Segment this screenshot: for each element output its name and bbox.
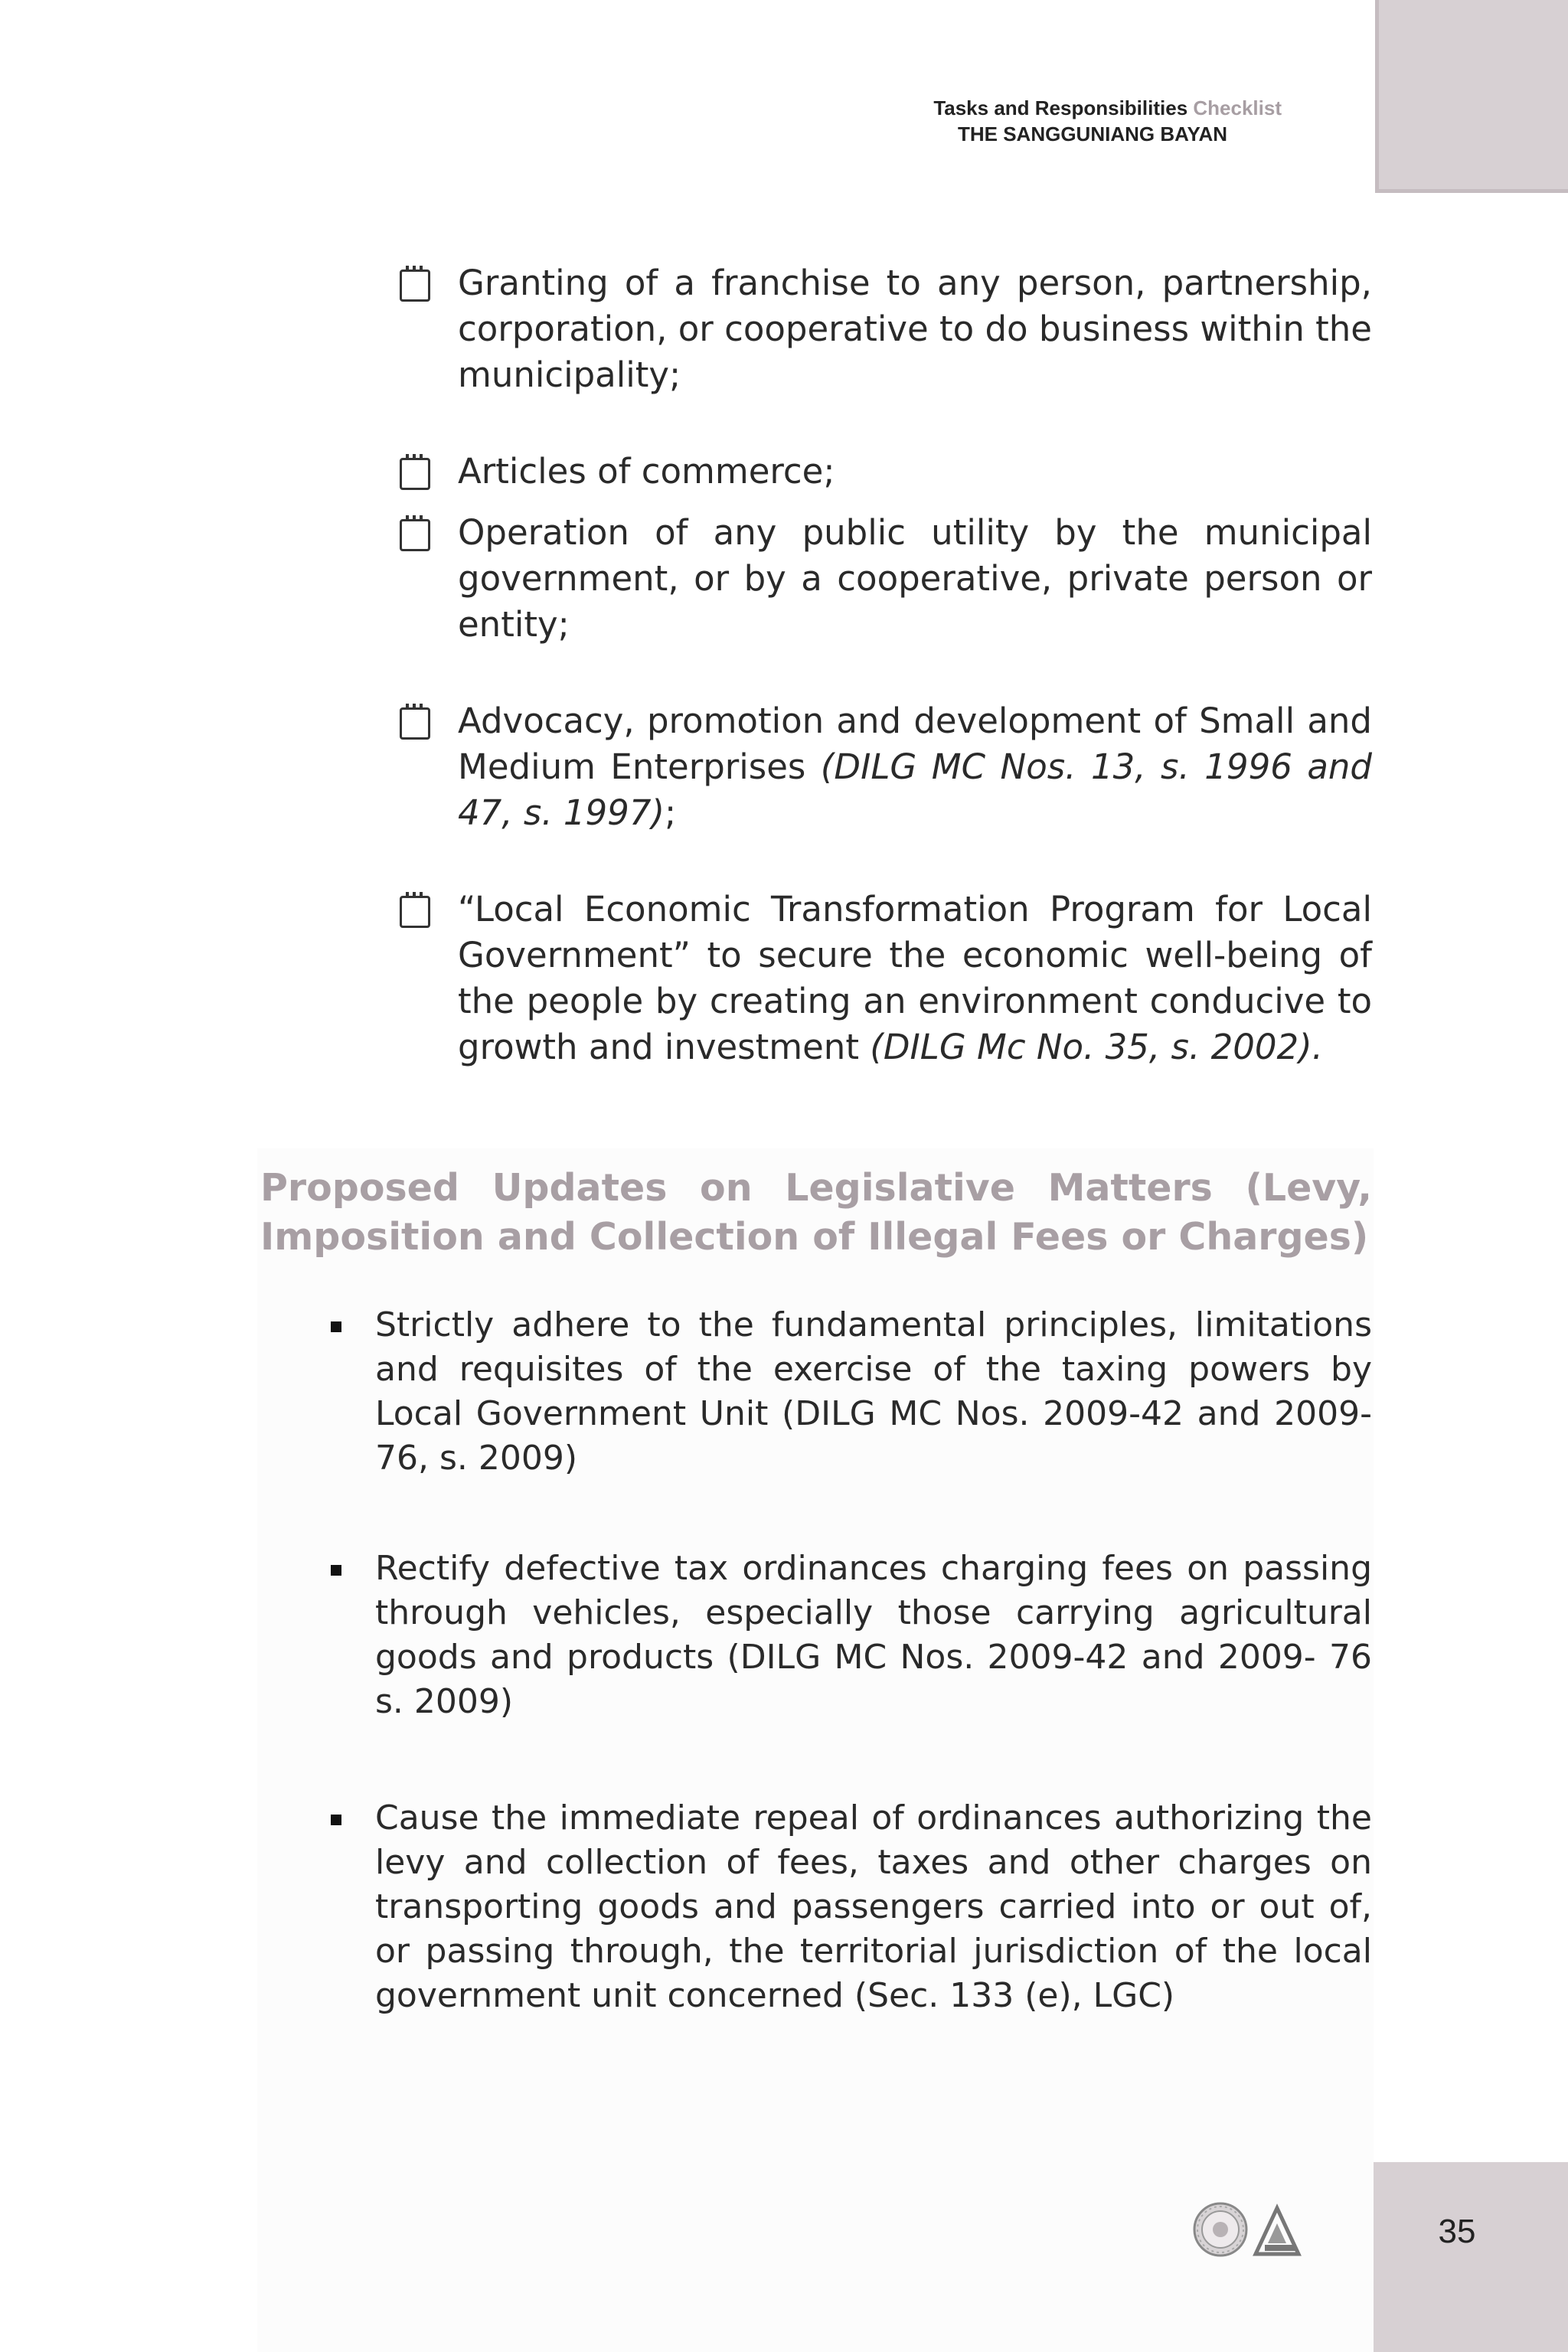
checklist-item-text: Operation of any public utility by the municipal government, or by a cooperative, private person or entity; [458, 512, 1372, 645]
checkbox-icon[interactable] [400, 458, 430, 490]
checkbox-icon[interactable] [400, 519, 430, 551]
header-title-main: Tasks and Responsibilities [933, 96, 1188, 119]
checkbox-icon[interactable] [400, 896, 430, 928]
checklist-item-text [458, 698, 1372, 836]
checklist-item [398, 698, 1372, 836]
bullet-item [322, 1796, 1372, 2018]
bullet-item [322, 1303, 1372, 1481]
header-subtitle: THE SANGGUNIANG BAYAN [957, 122, 1227, 145]
bullet-list [322, 1303, 1372, 2018]
lga-logo-icon [1256, 2208, 1298, 2254]
checklist-item-citation: (DILG MC Nos. 13, s. 1996 and 47, s. 1997) [458, 746, 1372, 833]
footer-logos [1191, 2200, 1306, 2259]
checklist-item-text [458, 887, 1372, 1070]
running-header [842, 95, 1282, 147]
bullet-item-text: Cause the immediate repeal of ordinances authorizing the levy and collection of fees, taxes and other charges on transporting goods and passengers carried into or out of, or passing through, the territorial jurisdiction of the local government unit concerned (Sec. 133 (e), LGC) [375, 1798, 1372, 2015]
square-bullet-icon [331, 1565, 341, 1576]
bullet-item [322, 1547, 1372, 1724]
checklist-item [398, 510, 1372, 648]
bullet-item-text: Rectify defective tax ordinances charging fees on passing through vehicles, especially those carrying agricultural goods and products (DILG MC Nos. 2009-42 and 2009- 76 s. 2009) [375, 1549, 1372, 1721]
square-bullet-icon [331, 1815, 341, 1825]
square-bullet-icon [331, 1321, 341, 1332]
dilg-seal-icon [1194, 2203, 1246, 2256]
page-number: 35 [1438, 2213, 1476, 2250]
checklist-item-body: “Local Economic Transformation Program for Local Government” to secure the economic well-being of the people by creating an environment conducive to growth and investment [458, 889, 1372, 1067]
header-title [842, 95, 1282, 121]
checkbox-icon[interactable] [400, 270, 430, 302]
checklist-item-text: Granting of a franchise to any person, partnership, corporation, or cooperative to do business within the municipality; [458, 263, 1372, 395]
checklist-item-body: Advocacy, promotion and development of Small and Medium Enterprises [458, 701, 1372, 787]
checklist-item [398, 887, 1372, 1070]
corner-tab-bottom [1374, 2162, 1568, 2352]
bullet-item-text: Strictly adhere to the fundamental principles, limitations and requisites of the exercise of the taxing powers by Local Government Unit (DILG MC Nos. 2009-42 and 2009-76, s. 2009) [375, 1305, 1372, 1478]
section-heading: Proposed Updates on Legislative Matters (Levy, Imposition and Collection of Illegal Fees or Charges) [260, 1166, 1372, 1259]
header-title-accent: Checklist [1193, 96, 1282, 119]
checklist-item-suffix: ; [665, 792, 677, 833]
checkbox-icon[interactable] [400, 707, 430, 740]
checklist-item-text: Articles of commerce; [458, 451, 835, 492]
checklist-item [398, 260, 1372, 398]
corner-tab-top [1375, 0, 1568, 193]
checklist-item-citation: (DILG Mc No. 35, s. 2002). [870, 1027, 1323, 1067]
checklist [398, 260, 1372, 1070]
checklist-item [398, 449, 1372, 495]
